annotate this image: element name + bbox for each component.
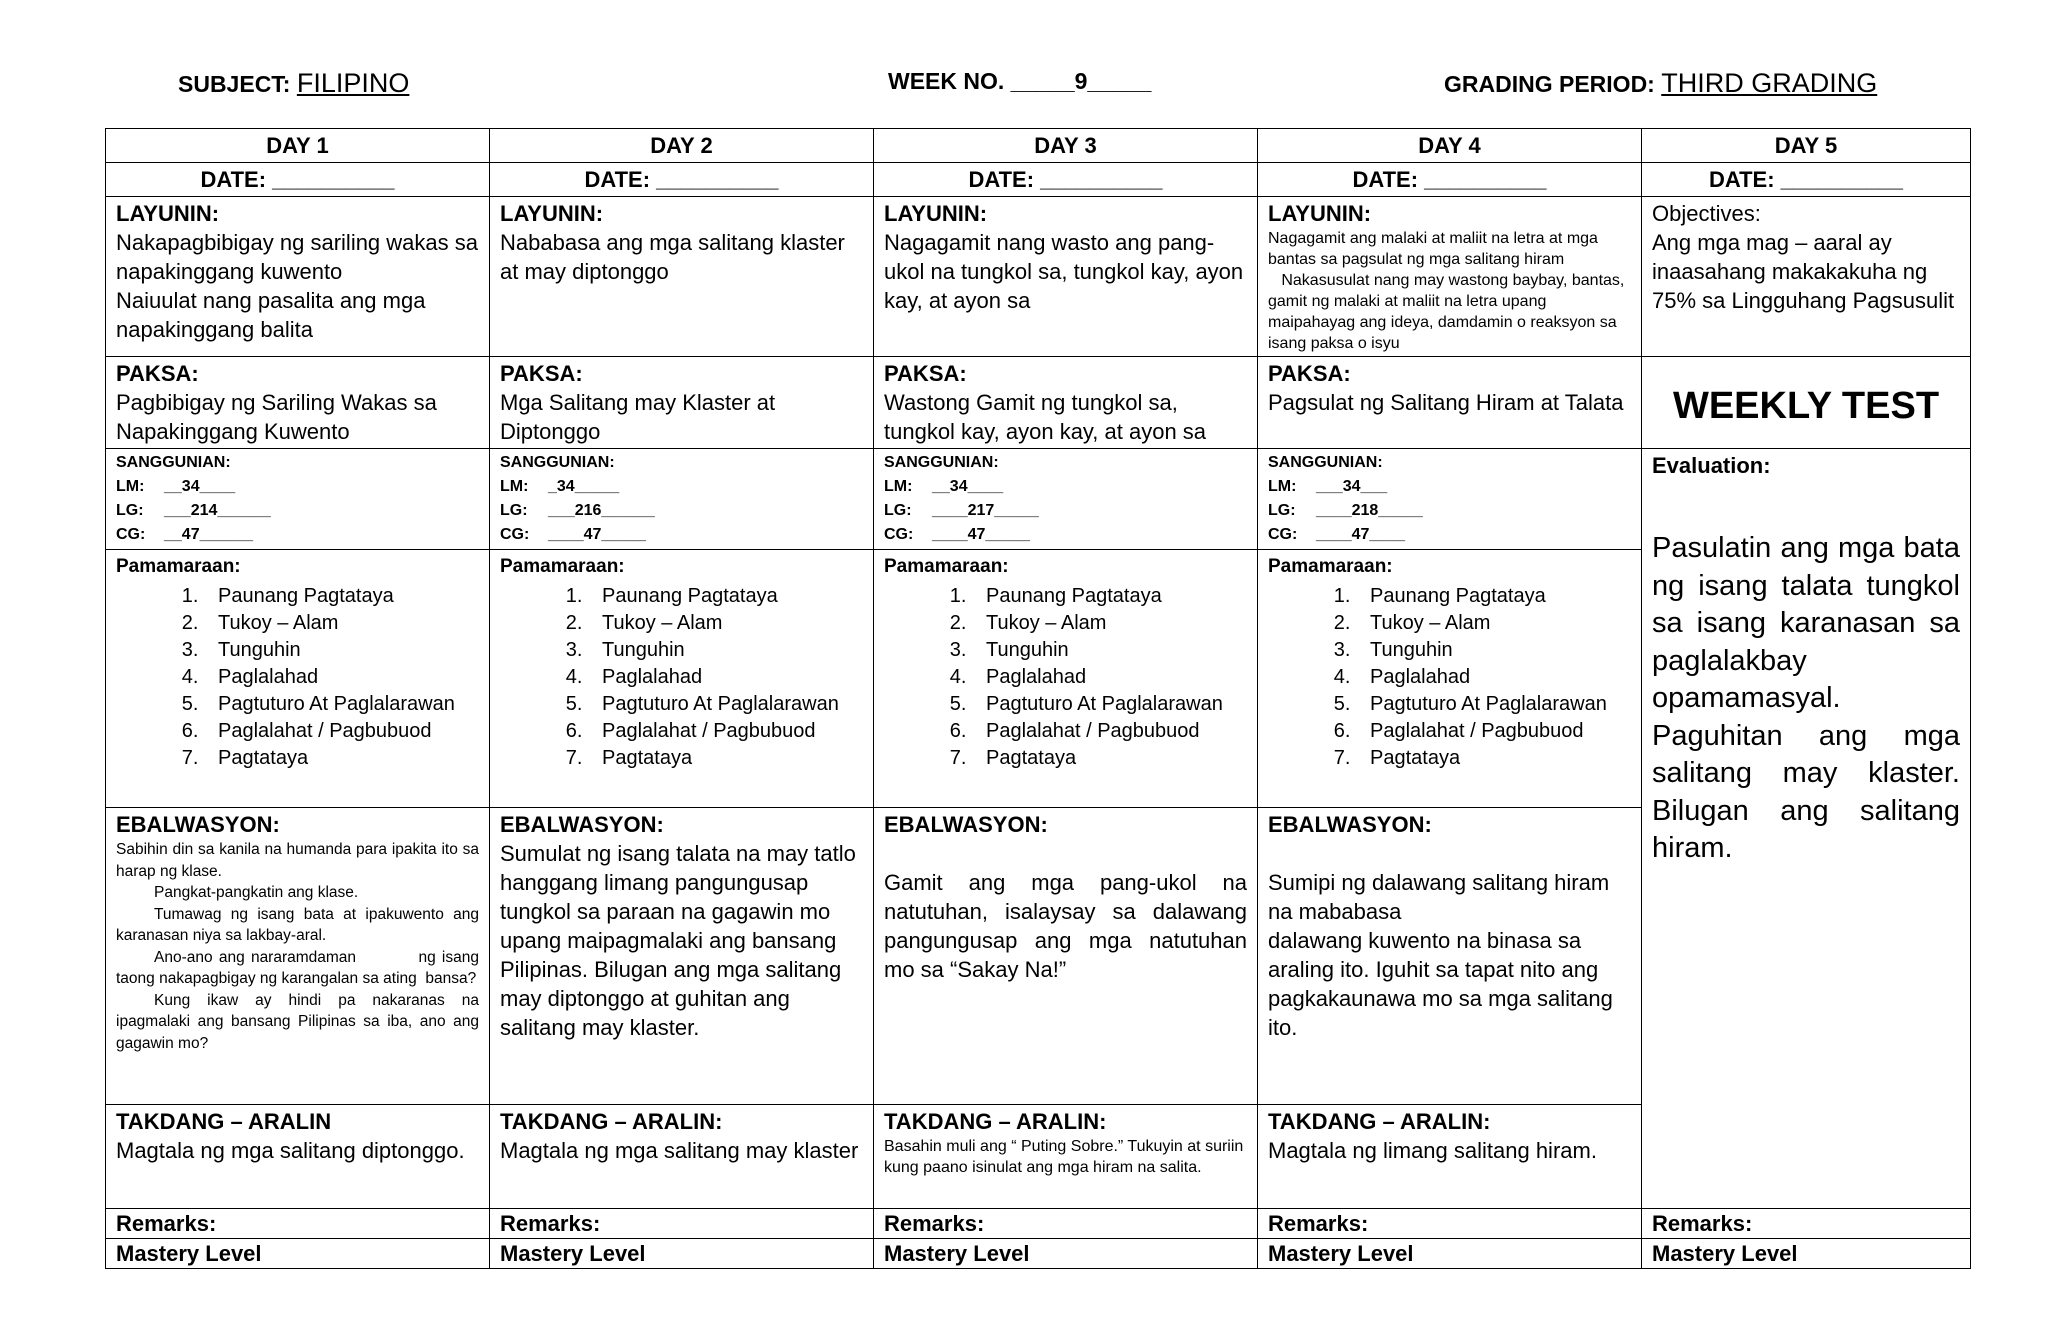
mastery-level-label: Mastery Level: [106, 1239, 490, 1269]
week-header: [888, 68, 1151, 95]
procedure-step: 3. Tunguhin: [972, 637, 1247, 664]
day-4-evaluation: [1258, 808, 1642, 1105]
objectives-label: LAYUNIN:: [884, 201, 988, 226]
day-2-date: DATE: __________: [490, 163, 874, 197]
subject-label: SUBJECT:: [178, 71, 291, 97]
week-value: _____9_____: [1010, 68, 1152, 94]
day-2-procedure: [490, 550, 874, 808]
objectives-label: LAYUNIN:: [116, 201, 220, 226]
subject-value: FILIPINO: [296, 68, 410, 98]
topic-text: Mga Salitang may Klaster at Diptonggo: [500, 390, 776, 444]
objectives-label: LAYUNIN:: [500, 201, 604, 226]
cg-label: CG:: [1268, 526, 1298, 543]
lg-label: LG:: [884, 502, 912, 519]
evaluation-text: Pangkat-pangkatin ang klase.: [154, 884, 359, 901]
day-2-heading: DAY 2: [490, 129, 874, 163]
evaluation-text: Sabihin din sa kanila na humanda para ipakita ito sa harap ng klase.: [116, 841, 479, 880]
procedure-step: 2. Tukoy – Alam: [1356, 610, 1631, 637]
homework-label: TAKDANG – ARALIN:: [1268, 1109, 1491, 1134]
objectives-label: Objectives:: [1652, 201, 1761, 226]
day-4-homework: [1258, 1105, 1642, 1209]
day-1-evaluation: [106, 808, 490, 1105]
topic-label: PAKSA:: [1268, 361, 1351, 386]
evaluation-text: Tumawag ng isang bata at ipakuwento ang karanasan niya sa lakbay-aral.: [116, 905, 479, 944]
grading-header: [1444, 68, 1877, 99]
procedure-step: 5. Pagtuturo At Paglalarawan: [204, 691, 479, 718]
day-4-procedure: [1258, 550, 1642, 808]
homework-text: Magtala ng mga salitang may klaster: [500, 1138, 859, 1163]
mastery-level-label: Mastery Level: [490, 1239, 874, 1269]
topic-row: [106, 357, 1971, 449]
homework-label: TAKDANG – ARALIN:: [884, 1109, 1107, 1134]
procedure-step: 3. Tunguhin: [1356, 637, 1631, 664]
lm-value: __34____: [164, 478, 236, 495]
day-1-objectives: [106, 197, 490, 357]
lg-value: ____218_____: [1316, 502, 1423, 519]
day-5-objectives: [1642, 197, 1971, 357]
procedure-step: 2. Tukoy – Alam: [204, 610, 479, 637]
homework-label: TAKDANG – ARALIN:: [500, 1109, 723, 1134]
procedure-step: 5. Pagtuturo At Paglalarawan: [972, 691, 1247, 718]
day-5-topic: [1642, 357, 1971, 449]
day-2-references: [490, 449, 874, 550]
procedure-label: Pamamaraan:: [1268, 556, 1393, 577]
lg-value: ____217_____: [932, 502, 1039, 519]
procedure-list: [884, 583, 1247, 772]
day-3-date: DATE: __________: [874, 163, 1258, 197]
procedure-step: 7. Pagtataya: [972, 745, 1247, 772]
day-4-references: [1258, 449, 1642, 550]
cg-value: ____47_____: [548, 526, 646, 543]
procedure-step: 5. Pagtuturo At Paglalarawan: [588, 691, 863, 718]
day-4-heading: DAY 4: [1258, 129, 1642, 163]
day-1-heading: DAY 1: [106, 129, 490, 163]
lg-label: LG:: [1268, 502, 1296, 519]
day-3-references: [874, 449, 1258, 550]
procedure-step: 7. Pagtataya: [1356, 745, 1631, 772]
objectives-label: LAYUNIN:: [1268, 201, 1372, 226]
lm-label: LM:: [884, 478, 913, 495]
lg-value: ___214______: [164, 502, 271, 519]
day-1-date: DATE: __________: [106, 163, 490, 197]
grading-value: THIRD GRADING: [1661, 68, 1878, 98]
day-3-heading: DAY 3: [874, 129, 1258, 163]
remarks-label: Remarks:: [1642, 1209, 1971, 1239]
day-2-topic: [490, 357, 874, 449]
remarks-label: Remarks:: [874, 1209, 1258, 1239]
topic-label: PAKSA:: [884, 361, 967, 386]
objective-text: Nagagamit nang wasto ang pang-ukol na tungkol sa, tungkol kay, ayon kay, at ayon sa: [884, 230, 1244, 313]
weekly-test-title: WEEKLY TEST: [1672, 385, 1940, 427]
procedure-step: 6. Paglalahat / Pagbubuod: [588, 718, 863, 745]
procedure-step: 4. Paglalahad: [972, 664, 1247, 691]
procedure-step: 7. Pagtataya: [588, 745, 863, 772]
remarks-label: Remarks:: [106, 1209, 490, 1239]
lm-value: __34____: [932, 478, 1004, 495]
day-1-topic: [106, 357, 490, 449]
day-2-homework: [490, 1105, 874, 1209]
evaluation-text: Sumipi ng dalawang salitang hiram na mababasa: [1268, 870, 1610, 924]
day-5-evaluation: [1642, 449, 1971, 1209]
references-label: SANGGUNIAN:: [884, 454, 999, 471]
lg-label: LG:: [500, 502, 528, 519]
day-4-topic: [1258, 357, 1642, 449]
procedure-step: 5. Pagtuturo At Paglalarawan: [1356, 691, 1631, 718]
procedure-label: Pamamaraan:: [500, 556, 625, 577]
day-2-objectives: [490, 197, 874, 357]
objective-text: Nababasa ang mga salitang klaster at may diptonggo: [500, 230, 845, 284]
lesson-plan-table: [105, 128, 1971, 1269]
day-row: [106, 129, 1971, 163]
cg-label: CG:: [884, 526, 914, 543]
references-label: SANGGUNIAN:: [116, 454, 231, 471]
cg-label: CG:: [116, 526, 146, 543]
day-4-date: DATE: __________: [1258, 163, 1642, 197]
week-label: WEEK NO.: [888, 68, 1005, 94]
objective-text: Nagagamit ang malaki at maliit na letra at mga bantas sa pagsulat ng mga salitang hiram: [1268, 230, 1598, 268]
mastery-level-label: Mastery Level: [1642, 1239, 1971, 1269]
objective-text: Ang mga mag – aaral ay inaasahang makakakuha ng 75% sa Lingguhang Pagsusulit: [1652, 230, 1955, 313]
mastery-level-label: Mastery Level: [1258, 1239, 1642, 1269]
topic-label: PAKSA:: [116, 361, 199, 386]
procedure-step: 1. Paunang Pagtataya: [204, 583, 479, 610]
cg-label: CG:: [500, 526, 530, 543]
cg-value: __47______: [164, 526, 253, 543]
evaluation-label: EBALWASYON:: [884, 812, 1048, 837]
procedure-step: 4. Paglalahad: [588, 664, 863, 691]
lm-value: _34_____: [548, 478, 620, 495]
objectives-row: [106, 197, 1971, 357]
procedure-step: 1. Paunang Pagtataya: [1356, 583, 1631, 610]
grading-label: GRADING PERIOD:: [1444, 71, 1655, 97]
day-5-date: DATE: __________: [1642, 163, 1971, 197]
procedure-step: 1. Paunang Pagtataya: [588, 583, 863, 610]
day-1-procedure: [106, 550, 490, 808]
lm-value: ___34___: [1316, 478, 1388, 495]
procedure-step: 4. Paglalahad: [204, 664, 479, 691]
lm-label: LM:: [500, 478, 529, 495]
mastery-level-label: Mastery Level: [874, 1239, 1258, 1269]
procedure-step: 2. Tukoy – Alam: [588, 610, 863, 637]
procedure-list: [500, 583, 863, 772]
evaluation-label: EBALWASYON:: [500, 812, 664, 837]
procedure-step: 7. Pagtataya: [204, 745, 479, 772]
date-row: [106, 163, 1971, 197]
subject-header: [178, 68, 409, 99]
procedure-step: 2. Tukoy – Alam: [972, 610, 1247, 637]
lg-value: ___216______: [548, 502, 655, 519]
objective-text: Naiuulat nang pasalita ang mga napakinggang balita: [116, 288, 426, 342]
references-label: SANGGUNIAN:: [500, 454, 615, 471]
homework-text: Basahin muli ang “ Puting Sobre.” Tukuyin at suriin kung paano isinulat ang mga hiram na salita.: [884, 1138, 1244, 1176]
evaluation-text: Ano-ano ang nararamdaman ng isang taong nakapagbigay ng karangalan sa ating bansa?: [116, 948, 484, 987]
topic-label: PAKSA:: [500, 361, 583, 386]
day-3-topic: [874, 357, 1258, 449]
day-3-procedure: [874, 550, 1258, 808]
homework-label: TAKDANG – ARALIN: [116, 1109, 332, 1134]
homework-text: Magtala ng limang salitang hiram.: [1268, 1138, 1597, 1163]
procedure-label: Pamamaraan:: [116, 556, 241, 577]
procedure-step: 4. Paglalahad: [1356, 664, 1631, 691]
day-1-references: [106, 449, 490, 550]
topic-text: Pagsulat ng Salitang Hiram at Talata: [1268, 390, 1624, 415]
procedure-step: 6. Paglalahat / Pagbubuod: [204, 718, 479, 745]
objective-text: Nakapagbibigay ng sariling wakas sa napakinggang kuwento: [116, 230, 478, 284]
procedure-step: 3. Tunguhin: [588, 637, 863, 664]
lg-label: LG:: [116, 502, 144, 519]
evaluation-text: Sumulat ng isang talata na may tatlo hanggang limang pangungusap tungkol sa paraan na gagawin mo upang maipagmalaki ang bansang Pilipinas. Bilugan ang mga salitang may diptonggo at guhitan ang salitang may klaster.: [500, 841, 856, 1040]
day-2-evaluation: [490, 808, 874, 1105]
remarks-row: [106, 1209, 1971, 1239]
procedure-list: [116, 583, 479, 772]
cg-value: ____47____: [1316, 526, 1405, 543]
evaluation-text: Gamit ang mga pang-ukol na natutuhan, isalaysay sa dalawang pangungusap ang mga natutuhan mo sa “Sakay Na!”: [884, 870, 1247, 982]
remarks-label: Remarks:: [1258, 1209, 1642, 1239]
day-1-homework: [106, 1105, 490, 1209]
references-label: SANGGUNIAN:: [1268, 454, 1383, 471]
topic-text: Pagbibigay ng Sariling Wakas sa Napakinggang Kuwento: [116, 390, 437, 444]
lm-label: LM:: [116, 478, 145, 495]
mastery-row: [106, 1239, 1971, 1269]
evaluation-text: dalawang kuwento na binasa sa araling ito. Iguhit sa tapat nito ang pagkakaunawa mo sa mga salitang ito.: [1268, 928, 1613, 1040]
objective-text: Nakasusulat nang may wastong baybay, bantas, gamit ng malaki at maliit na letra upang maipahayag ang ideya, damdamin o reaksyon sa isang paksa o isyu: [1268, 272, 1629, 352]
procedure-step: 3. Tunguhin: [204, 637, 479, 664]
procedure-step: 6. Paglalahat / Pagbubuod: [972, 718, 1247, 745]
day-5-heading: DAY 5: [1642, 129, 1971, 163]
day-4-objectives: [1258, 197, 1642, 357]
day-3-objectives: [874, 197, 1258, 357]
evaluation-label: EBALWASYON:: [1268, 812, 1432, 837]
remarks-label: Remarks:: [490, 1209, 874, 1239]
evaluation-text: Kung ikaw ay hindi pa nakaranas na ipagmalaki ang bansang Pilipinas sa iba, ano ang gagawin mo?: [116, 991, 479, 1052]
references-row: [106, 449, 1971, 550]
evaluation-label: EBALWASYON:: [116, 812, 280, 837]
topic-text: Wastong Gamit ng tungkol sa, tungkol kay, ayon kay, at ayon sa: [884, 390, 1207, 444]
procedure-step: 1. Paunang Pagtataya: [972, 583, 1247, 610]
lm-label: LM:: [1268, 478, 1297, 495]
evaluation-label: Evaluation:: [1652, 453, 1771, 478]
homework-text: Magtala ng mga salitang diptonggo.: [116, 1138, 465, 1163]
evaluation-text: Pasulatin ang mga bata ng isang talata tungkol sa isang karanasan sa paglalakbay opamamasyal. Paguhitan ang mga salitang may klaster. Bilugan ang salitang hiram.: [1652, 532, 1960, 864]
procedure-step: 6. Paglalahat / Pagbubuod: [1356, 718, 1631, 745]
procedure-list: [1268, 583, 1631, 772]
procedure-label: Pamamaraan:: [884, 556, 1009, 577]
day-3-evaluation: [874, 808, 1258, 1105]
day-3-homework: [874, 1105, 1258, 1209]
cg-value: ____47_____: [932, 526, 1030, 543]
